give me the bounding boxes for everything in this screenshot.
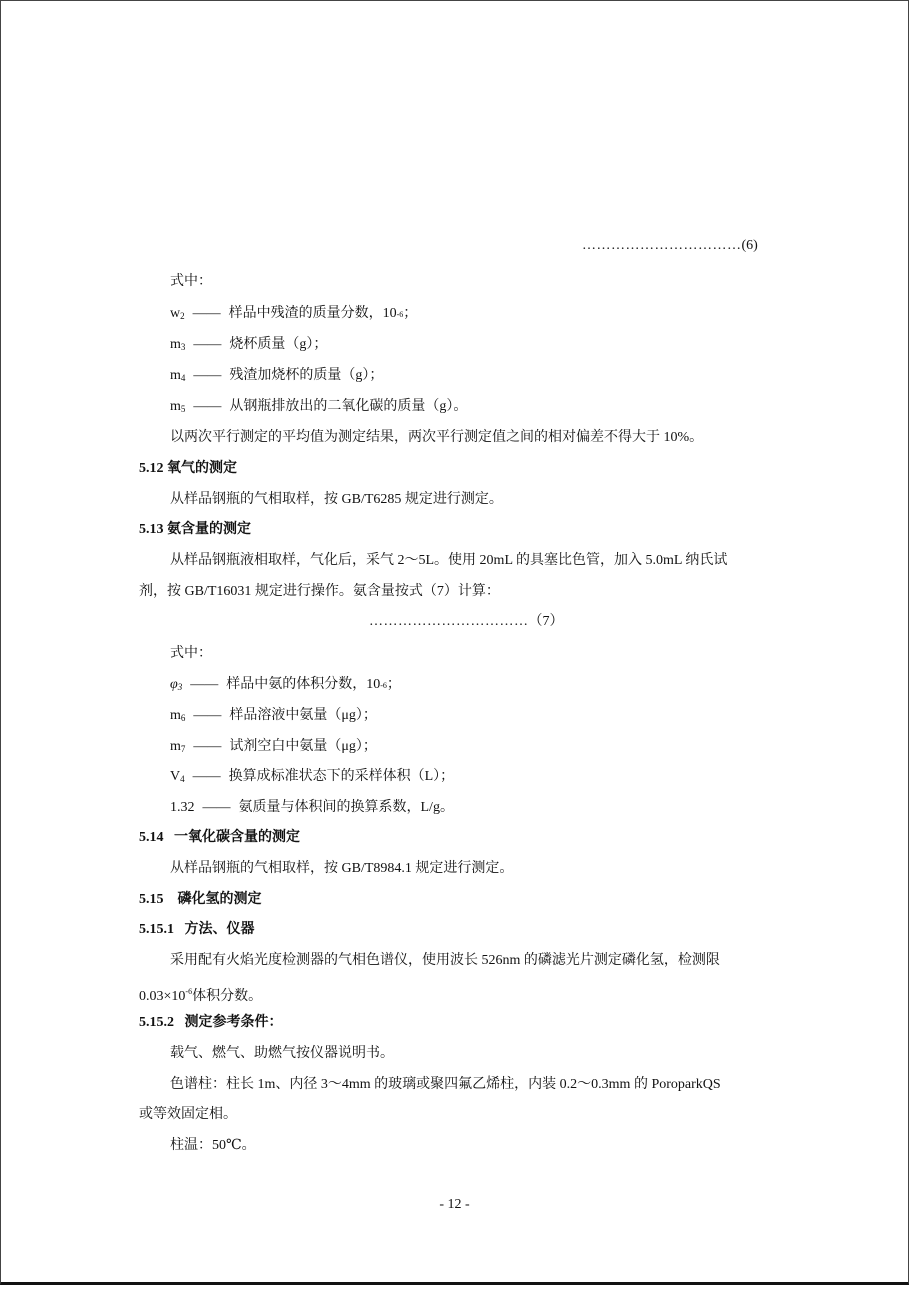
variable-dash: —— bbox=[192, 306, 221, 321]
where-label-1: 式中： bbox=[170, 274, 212, 289]
section-title: 测定参考条件： bbox=[184, 1015, 283, 1030]
section-title: 一氧化碳含量的测定 bbox=[174, 830, 300, 845]
variable-dash: —— bbox=[193, 337, 222, 352]
section-number: 5.15.1 bbox=[139, 922, 174, 937]
formula-7-number: （7） bbox=[528, 614, 564, 629]
section-number: 5.12 bbox=[139, 461, 164, 476]
paragraph-5-14: 从样品钢瓶的气相取样，按 GB/T8984.1 规定进行测定。 bbox=[170, 861, 514, 876]
variable-dash: —— bbox=[190, 677, 219, 692]
where-label-2: 式中： bbox=[170, 646, 212, 661]
section-number: 5.15.2 bbox=[139, 1015, 174, 1030]
section-number: 5.14 bbox=[139, 830, 164, 845]
formula-7-dots: …………………………… bbox=[369, 614, 529, 629]
variable-definition bbox=[170, 398, 467, 418]
variable-definition bbox=[170, 367, 383, 387]
variable-definition bbox=[170, 676, 401, 696]
detection-limit-exponent: -6 bbox=[185, 987, 193, 996]
variable-symbol: $m_4$ bbox=[170, 368, 186, 383]
paragraph-5-13-line-2: 剂，按 GB/T16031 规定进行操作。氨含量按式（7）计算： bbox=[139, 584, 500, 599]
average-paragraph: 以两次平行测定的平均值为测定结果，两次平行测定值之间的相对偏差不得大于 10%。 bbox=[170, 430, 704, 445]
variable-dash: —— bbox=[202, 800, 231, 815]
paragraph-5-15-2-line-3: 或等效固定相。 bbox=[139, 1107, 237, 1122]
variable-description: 试剂空白中氨量（μg）； bbox=[229, 739, 377, 754]
variable-description: 样品中氨的体积分数，10 bbox=[226, 677, 381, 692]
section-heading-5-14 bbox=[139, 829, 300, 847]
section-title: 磷化氢的测定 bbox=[177, 892, 262, 907]
variable-description: 样品溶液中氨量（μg）； bbox=[229, 708, 377, 723]
paragraph-5-15-2-line-2: 色谱柱：柱长 1m、内径 3～4mm 的玻璃或聚四氟乙烯柱，内装 0.2～0.3mm 的 PoroparkQS bbox=[170, 1077, 721, 1092]
variable-description: 氨质量与体积间的换算系数，L/g。 bbox=[238, 800, 454, 815]
variable-superscript: -6 bbox=[396, 310, 404, 319]
variable-symbol: $\varphi_3$ bbox=[170, 677, 183, 692]
formula-6-number: (6) bbox=[741, 238, 758, 253]
variable-symbol: $w_2$ bbox=[170, 306, 185, 321]
variable-definition bbox=[170, 707, 377, 727]
section-heading-5-15-1 bbox=[139, 921, 255, 939]
variable-definition bbox=[170, 336, 327, 356]
section-title: 氨含量的测定 bbox=[167, 522, 251, 537]
section-heading-5-12 bbox=[139, 460, 237, 478]
detection-limit-unit: 体积分数。 bbox=[192, 989, 263, 1004]
variable-symbol: $V_4$ bbox=[170, 769, 185, 784]
detection-limit-value: 0.03×10 bbox=[139, 989, 186, 1004]
page-number: - 12 - bbox=[439, 1197, 470, 1212]
paragraph-5-15-2-line-1: 载气、燃气、助燃气按仪器说明书。 bbox=[170, 1046, 394, 1061]
variable-symbol: $m_3$ bbox=[170, 337, 186, 352]
variable-dash: —— bbox=[193, 708, 222, 723]
variable-definition bbox=[170, 738, 377, 758]
section-title: 方法、仪器 bbox=[184, 922, 255, 937]
variable-description: 样品中残渣的质量分数，10 bbox=[228, 306, 397, 321]
formula-6-dots: …………………………… bbox=[582, 238, 742, 253]
formula-6-line bbox=[582, 237, 758, 255]
variable-definition bbox=[170, 799, 454, 817]
variable-symbol: $m_6$ bbox=[170, 708, 186, 723]
paragraph-5-15-1-line-2 bbox=[139, 983, 262, 1006]
variable-tail: ； bbox=[403, 306, 418, 321]
paragraph-5-13-line-1: 从样品钢瓶液相取样，气化后，采气 2～5L。使用 20mL 的具塞比色管，加入 5.0mL 纳氏试 bbox=[170, 553, 728, 568]
formula-7-line bbox=[369, 613, 564, 631]
variable-symbol: 1.32 bbox=[170, 800, 195, 815]
variable-description: 从钢瓶排放出的二氧化碳的质量（g）。 bbox=[229, 399, 468, 414]
section-heading-5-13 bbox=[139, 521, 251, 539]
variable-dash: —— bbox=[193, 368, 222, 383]
variable-symbol: $m_7$ bbox=[170, 739, 186, 754]
paragraph-5-15-2-line-4: 柱温：50℃。 bbox=[170, 1138, 256, 1153]
variable-description: 烧杯质量（g）； bbox=[229, 337, 328, 352]
variable-dash: —— bbox=[193, 399, 222, 414]
variable-description: 残渣加烧杯的质量（g）； bbox=[229, 368, 384, 383]
variable-dash: —— bbox=[192, 769, 221, 784]
variable-dash: —— bbox=[193, 739, 222, 754]
variable-definition bbox=[170, 305, 417, 325]
section-number: 5.15 bbox=[139, 892, 164, 907]
variable-tail: ； bbox=[386, 677, 401, 692]
variable-symbol: $m_5$ bbox=[170, 399, 186, 414]
section-heading-5-15-2 bbox=[139, 1014, 283, 1032]
paragraph-5-15-1-line-1: 采用配有火焰光度检测器的气相色谱仪，使用波长 526nm 的磷滤光片测定磷化氢，检测限 bbox=[170, 953, 720, 968]
paragraph-5-12: 从样品钢瓶的气相取样，按 GB/T6285 规定进行测定。 bbox=[170, 492, 503, 507]
variable-description: 换算成标准状态下的采样体积（L）； bbox=[228, 769, 455, 784]
variable-definition bbox=[170, 768, 454, 788]
section-title: 氧气的测定 bbox=[167, 461, 237, 476]
section-heading-5-15 bbox=[139, 891, 262, 909]
variable-superscript: -6 bbox=[380, 681, 387, 690]
section-number: 5.13 bbox=[139, 522, 164, 537]
